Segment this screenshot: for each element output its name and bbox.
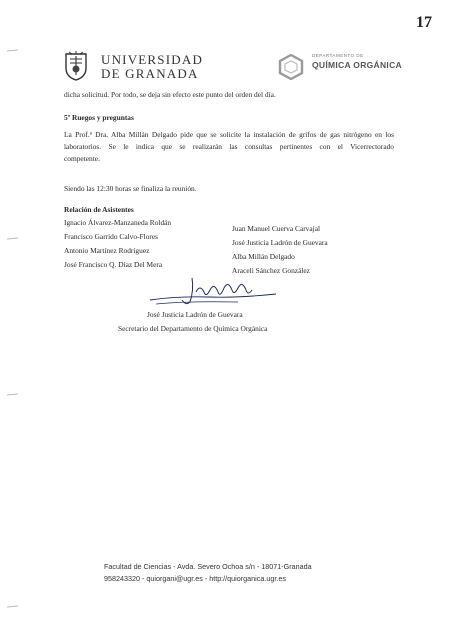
paragraph-line: La Prof.ª Dra. Alba Millán Delgado pide que se solicite la instalación de grifos de gas nitrógeno en los — [64, 130, 394, 139]
paragraph-line: competente. — [64, 154, 100, 163]
margin-mark — [6, 604, 20, 610]
margin-mark — [6, 48, 20, 54]
intro-line: dicha solicitud. Por todo, se deja sin efecto este punto del orden del día. — [64, 90, 276, 99]
section-heading: 5º Ruegos y preguntas — [64, 113, 134, 122]
margin-mark — [6, 392, 20, 398]
attendee-name: Juan Manuel Cuerva Carvajal — [232, 224, 321, 233]
signature-image — [148, 270, 278, 310]
attendee-name: Araceli Sánchez González — [232, 266, 310, 275]
department-label: DEPARTAMENTO DE — [312, 53, 364, 58]
university-name-line2: DE GRANADA — [101, 66, 199, 81]
page-number: 17 — [416, 14, 432, 31]
footer-address: Facultad de Ciencias - Avda. Severo Ochoa s/n - 18071-Granada — [104, 562, 312, 571]
university-name-line1: UNIVERSIDAD — [101, 52, 204, 67]
closing-line: Siendo las 12:30 horas se finaliza la reunión. — [64, 184, 197, 193]
department-name: QUÍMICA ORGÁNICA — [312, 60, 402, 70]
footer-contact: 958243320 - quiorgani@ugr.es - http://quiorganica.ugr.es — [104, 574, 286, 583]
attendee-name: Ignacio Álvarez-Manzaneda Roldán — [64, 218, 172, 227]
margin-mark — [6, 236, 20, 242]
signatory-title: Secretario del Departamento de Química Orgánica — [118, 324, 268, 333]
attendee-name: Francisco Garrido Calvo-Flores — [64, 232, 159, 241]
paragraph-line: laboratorios. Se le indica que se realizarán las consultas pertinentes con el Vicerrectorado — [64, 142, 394, 151]
signatory-name: José Justicia Ladrón de Guevara — [147, 310, 243, 319]
attendee-name: Alba Millán Delgado — [232, 252, 295, 261]
university-crest-icon — [60, 50, 92, 82]
attendees-heading: Relación de Asistentes — [64, 205, 134, 214]
department-hexagon-icon — [278, 54, 304, 80]
attendee-name: José Justicia Ladrón de Guevara — [232, 238, 328, 247]
attendee-name: José Francisco Q. Díaz Del Mera — [64, 260, 163, 269]
attendee-name: Antonio Martínez Rodríguez — [64, 246, 150, 255]
